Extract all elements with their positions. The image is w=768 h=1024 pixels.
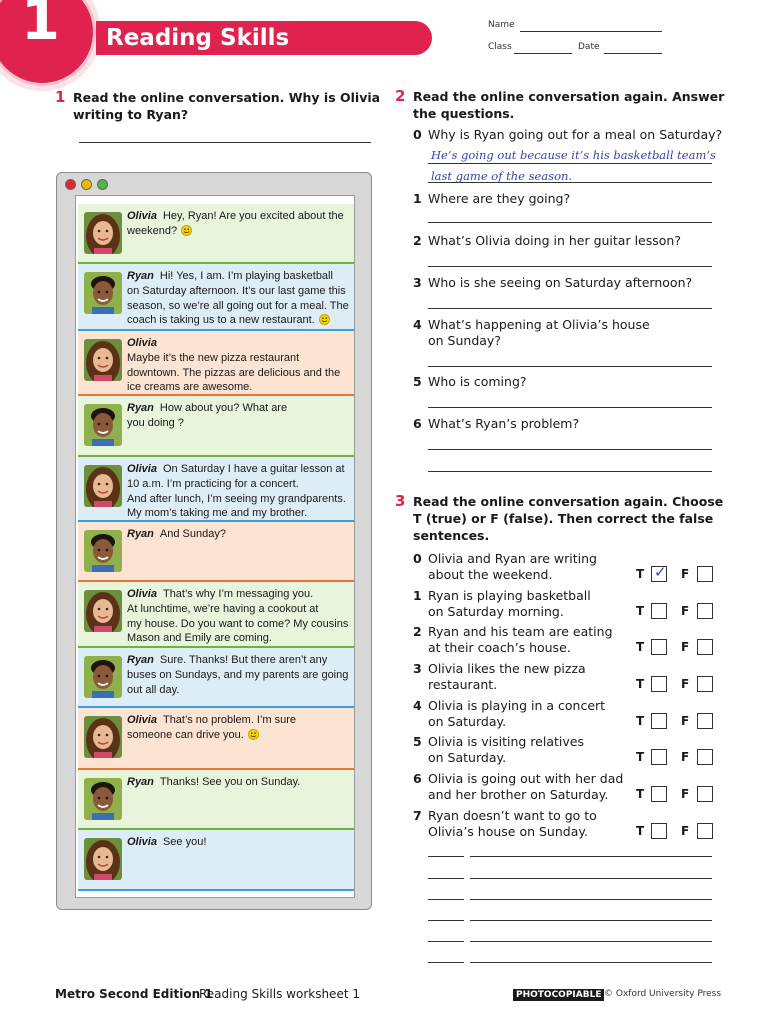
olivia-avatar: [84, 590, 122, 632]
correction-line[interactable]: [470, 856, 712, 857]
title-banner: [96, 21, 432, 79]
question-line: What’s Olivia doing in her guitar lesson?: [428, 233, 681, 248]
chat-message-text: [127, 527, 349, 542]
statement-text: [428, 734, 584, 766]
false-label: F: [681, 640, 690, 654]
statement-number: 5: [413, 734, 422, 749]
question-text: [428, 374, 527, 390]
unit-badge: [0, 0, 96, 86]
chat-line-text: At lunchtime, we’re having a cookout at: [127, 602, 319, 615]
chat-line: [127, 284, 349, 299]
statement-number: 3: [413, 661, 422, 676]
chat-line-text: How about you? What are: [159, 402, 288, 414]
true-checkbox[interactable]: [651, 713, 667, 729]
chat-message-olivia: [78, 582, 354, 648]
smiley-icon: [248, 729, 259, 740]
question-text: [428, 416, 579, 432]
statement-text: [428, 661, 586, 693]
footer-book-title: Metro Second Edition 1: [55, 987, 213, 1001]
chat-line: [127, 506, 349, 521]
false-checkbox[interactable]: [697, 786, 713, 802]
false-label: F: [681, 567, 690, 581]
chat-message-text: [127, 209, 349, 239]
chat-message-olivia: [78, 204, 354, 264]
true-label: T: [636, 714, 645, 728]
statement-text: [428, 808, 597, 840]
statement-line: on Saturday.: [428, 714, 507, 729]
correction-number-line[interactable]: [428, 920, 464, 921]
question-number: 1: [413, 191, 422, 206]
chat-line-text: And Sunday?: [159, 528, 226, 540]
chat-line: [127, 269, 349, 284]
chat-line: [127, 351, 349, 366]
chat-speaker: Olivia: [127, 210, 157, 222]
olivia-avatar: [84, 339, 122, 381]
section-3-title: Read the online conversation again. Choose T (true) or F (false). Then correct the false sentences.: [413, 494, 724, 543]
statement-text: [428, 624, 613, 656]
chat-line: [127, 653, 349, 668]
question-line: Where are they going?: [428, 191, 571, 206]
chat-message-text: [127, 775, 349, 790]
statement-text: [428, 588, 591, 620]
chat-message-ryan: [78, 522, 354, 582]
statement-line: Olivia likes the new pizza: [428, 661, 586, 676]
chat-line-text: That’s no problem. I’m sure: [162, 714, 297, 726]
name-label: Name: [488, 20, 515, 30]
false-label: F: [681, 750, 690, 764]
statement-line: on Saturday.: [428, 750, 507, 765]
section-3-number: 3: [395, 492, 406, 510]
chat-line-text: on Saturday afternoon. It’s our last game this: [127, 284, 346, 297]
chat-speaker: Ryan: [127, 528, 154, 540]
chat-line-text: See you!: [162, 836, 207, 848]
photocopiable-badge: PHOTOCOPIABLE: [513, 989, 604, 1001]
minimize-icon: [81, 179, 92, 190]
answer-line[interactable]: [428, 308, 712, 309]
checkmark-icon: ✓: [654, 563, 667, 581]
chat-message-text: [127, 401, 349, 431]
chat-line-text: out all day.: [127, 683, 180, 696]
chat-line-text: Sure. Thanks! But there aren’t any: [159, 654, 328, 666]
chat-line: [127, 313, 349, 328]
statement-line: Ryan doesn’t want to go to: [428, 808, 597, 823]
chat-line-text: buses on Sundays, and my parents are going: [127, 668, 349, 681]
olivia-avatar: [84, 212, 122, 254]
question-text: [428, 275, 692, 291]
question-line: What’s Ryan’s problem?: [428, 416, 580, 431]
true-checkbox[interactable]: [651, 639, 667, 655]
false-checkbox[interactable]: [697, 823, 713, 839]
chat-line-text: Thanks! See you on Sunday.: [159, 776, 301, 788]
statement-number: 6: [413, 771, 422, 786]
answer-line[interactable]: [428, 266, 712, 267]
question-number: 4: [413, 317, 422, 332]
true-checkbox[interactable]: [651, 823, 667, 839]
chat-line-text: My mom’s taking me and my brother.: [127, 507, 308, 520]
true-checkbox[interactable]: [651, 603, 667, 619]
chat-speaker: Ryan: [127, 776, 154, 788]
question-text: [428, 191, 570, 207]
example-answer-line-1: He’s going out because it’s his basketball team’s: [431, 148, 716, 162]
answer-line[interactable]: [428, 366, 712, 367]
question-line: on Sunday?: [428, 333, 501, 348]
chat-line-text: That’s why I’m messaging you.: [162, 588, 314, 600]
chat-message-ryan: [78, 264, 354, 331]
section-1-title: Read the online conversation. Why is Olivia writing to Ryan?: [73, 90, 381, 122]
statement-number: 1: [413, 588, 422, 603]
statement-line: Ryan is playing basketball: [428, 588, 591, 603]
maximize-icon: [97, 179, 108, 190]
page-title: Reading Skills worksheet: [106, 25, 290, 79]
chat-line: [127, 492, 349, 507]
question-line: Who is coming?: [428, 374, 527, 389]
ryan-avatar: [84, 272, 122, 314]
chat-message-olivia: [78, 331, 354, 396]
example-answer-line-2: last game of the season.: [431, 169, 573, 183]
chat-line-text: ice creams are awesome.: [127, 381, 253, 394]
chat-line: [127, 336, 349, 351]
chat-window: [56, 172, 372, 910]
chat-line-text: On Saturday I have a guitar lesson at: [162, 463, 345, 475]
question-number: 2: [413, 233, 422, 248]
chat-line: [127, 713, 349, 728]
chat-line: [127, 631, 349, 646]
chat-line: [127, 728, 349, 743]
false-label: F: [681, 604, 690, 618]
question-text: [428, 233, 681, 249]
statement-text: [428, 771, 623, 803]
answer-line[interactable]: [428, 471, 712, 472]
ryan-avatar: [84, 530, 122, 572]
statement-number: 4: [413, 698, 422, 713]
ryan-avatar: [84, 656, 122, 698]
true-label: T: [636, 567, 645, 581]
true-checkbox[interactable]: [651, 563, 667, 582]
chat-line-text: someone can drive you.: [127, 728, 244, 741]
chat-line-text: Maybe it’s the new pizza restaurant: [127, 351, 300, 364]
chat-message-olivia: [78, 457, 354, 522]
chat-speaker: Olivia: [127, 714, 157, 726]
false-checkbox[interactable]: [697, 676, 713, 692]
chat-message-ryan: [78, 648, 354, 708]
date-label: Date: [578, 42, 600, 52]
question-text: [428, 127, 722, 143]
true-label: T: [636, 787, 645, 801]
statement-number: 7: [413, 808, 422, 823]
chat-line: [127, 416, 349, 431]
section-2-number: 2: [395, 87, 406, 105]
correction-line[interactable]: [470, 941, 712, 942]
chat-line: [127, 477, 349, 492]
statement-number: 0: [413, 551, 422, 566]
question-number: 0: [413, 127, 422, 142]
statement-line: Olivia and Ryan are writing: [428, 551, 597, 566]
chat-message-olivia: [78, 708, 354, 770]
olivia-avatar: [84, 838, 122, 880]
chat-line: [127, 617, 349, 632]
statement-line: Ryan and his team are eating: [428, 624, 613, 639]
correction-number-line[interactable]: [428, 899, 464, 900]
section-1-number: 1: [55, 88, 66, 106]
true-label: T: [636, 604, 645, 618]
correction-line[interactable]: [470, 899, 712, 900]
chat-line: [127, 683, 349, 698]
statement-line: Olivia is going out with her dad: [428, 771, 624, 786]
chat-speaker: Ryan: [127, 402, 154, 414]
olivia-avatar: [84, 465, 122, 507]
correction-line[interactable]: [470, 878, 712, 879]
chat-line: [127, 835, 349, 850]
chat-message-ryan: [78, 770, 354, 830]
chat-line-text: downtown. The pizzas are delicious and the: [127, 366, 341, 379]
chat-speaker: Olivia: [127, 463, 157, 475]
chat-line: [127, 401, 349, 416]
chat-line: [127, 462, 349, 477]
true-checkbox[interactable]: [651, 786, 667, 802]
chat-speaker: Olivia: [127, 836, 157, 848]
chat-message-text: [127, 835, 349, 850]
answer-line[interactable]: [428, 222, 712, 223]
chat-message-text: [127, 713, 349, 743]
chat-message-text: [127, 462, 349, 521]
answer-line[interactable]: [428, 407, 712, 408]
chat-line: [127, 668, 349, 683]
statement-line: on Saturday morning.: [428, 604, 564, 619]
chat-message-text: [127, 653, 349, 697]
chat-line-text: Mason and Emily are coming.: [127, 632, 272, 645]
chat-line: [127, 366, 349, 381]
class-label: Class: [488, 42, 512, 52]
question-number: 5: [413, 374, 422, 389]
chat-line-text: Hey, Ryan! Are you excited about the: [162, 210, 344, 222]
chat-line-text: coach is taking us to a new restaurant.: [127, 314, 315, 327]
publisher-credit: © Oxford University Press: [604, 989, 722, 999]
statement-line: about the weekend.: [428, 567, 553, 582]
statement-line: and her brother on Saturday.: [428, 787, 609, 802]
correction-number-line[interactable]: [428, 856, 464, 857]
false-checkbox[interactable]: [697, 603, 713, 619]
correction-line[interactable]: [470, 962, 712, 963]
class-field[interactable]: [514, 53, 572, 54]
true-label: T: [636, 750, 645, 764]
false-checkbox[interactable]: [697, 713, 713, 729]
footer-worksheet-title: Reading Skills worksheet 1: [199, 987, 360, 1001]
correction-number-line[interactable]: [428, 878, 464, 879]
false-label: F: [681, 714, 690, 728]
statement-line: at their coach’s house.: [428, 640, 571, 655]
chat-line-text: Hi! Yes, I am. I’m playing basketball: [159, 270, 333, 282]
question-line: Who is she seeing on Saturday afternoon?: [428, 275, 693, 290]
false-label: F: [681, 677, 690, 691]
unit-number: 1: [21, 0, 60, 53]
false-label: F: [681, 824, 690, 838]
chat-message-text: [127, 336, 349, 395]
false-label: F: [681, 787, 690, 801]
chat-line-text: season, so we’re all going out for a meal. The: [127, 299, 349, 312]
true-label: T: [636, 640, 645, 654]
question-number: 3: [413, 275, 422, 290]
statement-text: [428, 698, 605, 730]
false-checkbox[interactable]: [697, 749, 713, 765]
true-checkbox[interactable]: [651, 676, 667, 692]
chat-line: [127, 299, 349, 314]
smiley-icon: [319, 314, 330, 325]
chat-speaker: Olivia: [127, 337, 157, 349]
chat-line: [127, 602, 349, 617]
chat-line-text: 10 a.m. I’m practicing for a concert.: [127, 477, 299, 490]
chat-line: [127, 224, 349, 239]
question-line: What’s happening at Olivia’s house: [428, 317, 650, 332]
true-label: T: [636, 677, 645, 691]
chat-conversation: [75, 195, 355, 898]
false-checkbox[interactable]: [697, 566, 713, 582]
smiley-icon: [181, 225, 192, 236]
chat-line-text: my house. Do you want to come? My cousins: [127, 617, 349, 630]
chat-line-text: And after lunch, I’m seeing my grandparents.: [127, 492, 346, 505]
statement-line: Olivia is playing in a concert: [428, 698, 606, 713]
chat-line-text: you doing ?: [127, 416, 184, 429]
statement-line: restaurant.: [428, 677, 498, 692]
name-field[interactable]: [520, 31, 662, 32]
chat-speaker: Ryan: [127, 654, 154, 666]
chat-message-text: [127, 269, 349, 328]
date-field[interactable]: [604, 53, 662, 54]
true-label: T: [636, 824, 645, 838]
question-line: Why is Ryan going out for a meal on Saturday?: [428, 127, 723, 142]
statement-line: Olivia is visiting relatives: [428, 734, 584, 749]
correction-number-line[interactable]: [428, 962, 464, 963]
section-1-answer-line[interactable]: [79, 142, 371, 143]
answer-line[interactable]: [428, 449, 712, 450]
section-2-title: Read the online conversation again. Answer the questions.: [413, 89, 725, 121]
close-icon: [65, 179, 76, 190]
question-number: 6: [413, 416, 422, 431]
statement-line: Olivia’s house on Sunday.: [428, 824, 588, 839]
ryan-avatar: [84, 404, 122, 446]
ryan-avatar: [84, 778, 122, 820]
correction-line[interactable]: [470, 920, 712, 921]
chat-line: [127, 587, 349, 602]
chat-message-olivia: [78, 830, 354, 891]
chat-message-ryan: [78, 396, 354, 457]
olivia-avatar: [84, 716, 122, 758]
chat-line-text: weekend?: [127, 224, 178, 237]
chat-line: [127, 209, 349, 224]
chat-line: [127, 775, 349, 790]
chat-speaker: Olivia: [127, 588, 157, 600]
chat-message-text: [127, 587, 349, 646]
chat-line: [127, 527, 349, 542]
answer-line[interactable]: [428, 163, 712, 164]
correction-number-line[interactable]: [428, 941, 464, 942]
true-checkbox[interactable]: [651, 749, 667, 765]
statement-number: 2: [413, 624, 422, 639]
chat-line: [127, 380, 349, 395]
question-text: [428, 317, 650, 349]
statement-text: [428, 551, 597, 583]
false-checkbox[interactable]: [697, 639, 713, 655]
chat-speaker: Ryan: [127, 270, 154, 282]
